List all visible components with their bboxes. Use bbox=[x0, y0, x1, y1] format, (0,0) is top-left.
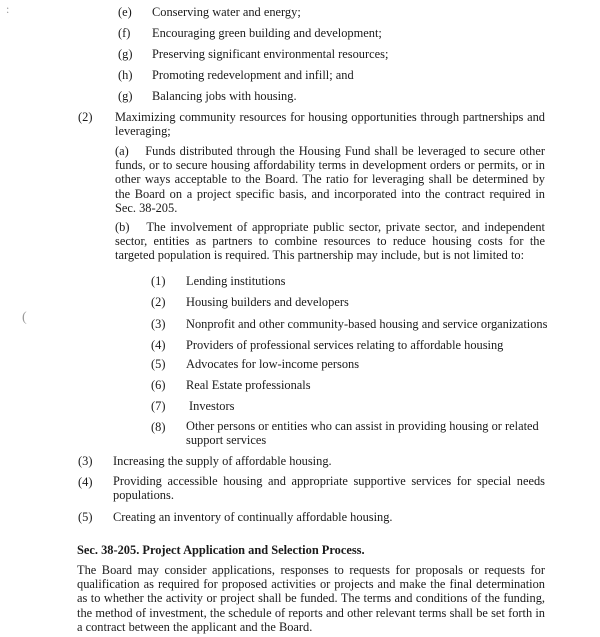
list-item-number: (4) bbox=[151, 338, 166, 352]
list-item-text: Other persons or entities who can assist in providing housing or related support services bbox=[186, 419, 539, 447]
list-item-text: Encouraging green building and development; bbox=[152, 26, 382, 40]
section-heading: Sec. 38-205. Project Application and Selection Process. bbox=[77, 543, 365, 557]
item-number: (4) bbox=[78, 475, 93, 489]
item-number: (5) bbox=[78, 510, 93, 524]
margin-mark-top: : bbox=[6, 2, 10, 16]
item-number: (2) bbox=[78, 110, 93, 124]
list-item-text: Providers of professional services relating to affordable housing bbox=[186, 338, 504, 352]
item-text: Increasing the supply of affordable housing. bbox=[113, 454, 332, 468]
list-item-text: Conserving water and energy; bbox=[152, 5, 301, 19]
list-item-number: (2) bbox=[151, 295, 166, 309]
list-item-number: (7) bbox=[151, 399, 166, 413]
list-item-number: (g) bbox=[118, 47, 133, 61]
list-item-text: Advocates for low-income persons bbox=[186, 357, 360, 371]
list-item-text: Lending institutions bbox=[186, 274, 286, 288]
item-text: Maximizing community resources for housing opportunities through partnerships and leveraging; bbox=[115, 110, 545, 139]
list-item-number: (f) bbox=[118, 26, 131, 40]
list-item-text: Balancing jobs with housing. bbox=[152, 89, 297, 103]
section-body: The Board may consider applications, responses to requests for proposals or requests for qualification as required for proposed activities or projects and make the final determination as to whether the activity or project shall be funded. The terms and conditions of the funding, the method of investment, the schedule of reports and other relevant terms shall be set forth in a contract between the applicant and the Board. bbox=[77, 563, 545, 634]
item-text: Providing accessible housing and appropriate supportive services for special needs populations. bbox=[113, 474, 545, 502]
list-item-text: Promoting redevelopment and infill; and bbox=[152, 68, 354, 82]
list-item-text: Nonprofit and other community-based housing and service organizations bbox=[186, 317, 548, 331]
list-item-number: (8) bbox=[151, 420, 166, 434]
list-item-number: (1) bbox=[151, 274, 166, 288]
paragraph-a: (a) Funds distributed through the Housing Fund shall be leveraged to secure other funds, or to secure housing affordability terms in development orders or permits, or in other ways acceptable to the Board. The ratio for leveraging shall be determined by the Board on a project specific basis, and incorporated into the contract required in Sec. 38-205. bbox=[115, 144, 545, 215]
list-item-text: Preserving significant environmental resources; bbox=[152, 47, 389, 61]
list-item-text: Housing builders and developers bbox=[186, 295, 349, 309]
list-item-number: (3) bbox=[151, 317, 166, 331]
margin-mark-middle: ( bbox=[22, 310, 27, 325]
list-item-text: Investors bbox=[189, 399, 235, 413]
list-item-number: (h) bbox=[118, 68, 133, 82]
list-item-number: (6) bbox=[151, 378, 166, 392]
list-item-number: (g) bbox=[118, 89, 133, 103]
paragraph-b: (b) The involvement of appropriate public sector, private sector, and independent sector, entities as partners to combine resources to reduce housing costs for the targeted population is required. This partnership may include, but is not limited to: bbox=[115, 220, 545, 263]
list-item-number: (e) bbox=[118, 5, 132, 19]
list-item-text: Real Estate professionals bbox=[186, 378, 311, 392]
item-text: Creating an inventory of continually affordable housing. bbox=[113, 510, 393, 524]
item-number: (3) bbox=[78, 454, 93, 468]
list-item-number: (5) bbox=[151, 357, 166, 371]
